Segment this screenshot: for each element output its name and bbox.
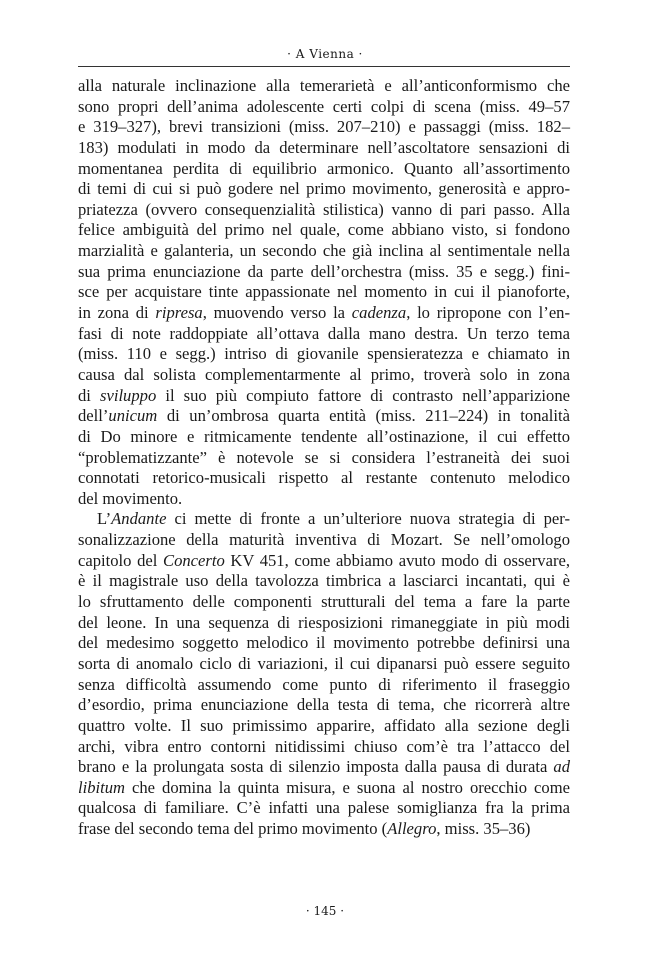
- text-run: (miss. 110 e segg.) intriso di giovanile spensieratezza e chiamato in: [78, 344, 570, 364]
- text-run: senza difficoltà assumendo come punto di riferimento il fraseggio: [78, 674, 570, 694]
- text-line: [78, 386, 570, 407]
- text-line: [78, 427, 570, 448]
- text-line: [78, 778, 570, 799]
- text-run: di temi di cui si può godere nel primo movimento, generosità e appro-: [78, 179, 570, 199]
- running-head: · A Vienna ·: [287, 47, 363, 61]
- text-run: brano e la prolungata sosta di silenzio imposta dalla pausa di durata: [78, 757, 554, 777]
- text-run: sono propri dell’anima adolescente certi colpi di scena (miss. 49–57: [78, 96, 570, 116]
- text-line: [78, 448, 570, 469]
- text-run: priatezza (ovvero consequenzialità stilistica) vanno di pari passo. Alla: [78, 199, 570, 219]
- text-run: ci mette di fronte a un’ulteriore nuova strategia di per-: [166, 509, 570, 529]
- text-run: che domina la quinta misura, e suona al nostro orecchio come: [125, 777, 570, 797]
- text-line: [78, 179, 570, 200]
- text-line: [78, 324, 570, 345]
- text-run: capitolo del: [78, 550, 163, 570]
- text-line: [78, 798, 570, 819]
- text-run: del movimento.: [78, 488, 183, 508]
- text-run: è il magistrale uso della tavolozza timbrica a lasciarci incantati, qui è: [78, 571, 570, 591]
- text-run: , miss. 35–36): [436, 819, 531, 839]
- text-run: L’: [97, 509, 112, 529]
- text-line: [78, 675, 570, 696]
- page-number: · 145 ·: [305, 904, 345, 918]
- paragraph: [78, 76, 570, 509]
- text-run: di: [78, 385, 101, 405]
- text-run: , muovendo verso la: [202, 303, 352, 323]
- text-line: [78, 757, 570, 778]
- text-line: [78, 282, 570, 303]
- text-run: archi, vibra entro contorni nitidissimi chiuso com’è tra l’attacco del: [78, 736, 570, 756]
- text-run: quattro volte. Il suo primissimo apparire, affidato alla sezione degli: [78, 715, 570, 735]
- text-line: [78, 695, 570, 716]
- italic-term: libitum: [78, 777, 126, 797]
- text-line: [78, 138, 570, 159]
- text-run: KV 451, come abbiamo avuto modo di osservare,: [224, 550, 570, 570]
- text-run: del leone. In una sequenza di riesposizioni rimaneggiate in più modi: [78, 612, 570, 632]
- text-run: causa dal solista complementarmente al primo, troverà solo in zona: [78, 364, 570, 384]
- italic-term: cadenza: [351, 303, 407, 323]
- text-line: [78, 76, 570, 97]
- text-line: [78, 551, 570, 572]
- header-rule: [78, 66, 570, 67]
- text-line: [78, 303, 570, 324]
- italic-term: sviluppo: [100, 385, 157, 405]
- text-line: [78, 117, 570, 138]
- text-line: [78, 241, 570, 262]
- text-run: sce per acquistare tinte appassionate nel momento in cui il pianoforte,: [78, 282, 570, 302]
- text-line: [78, 200, 570, 221]
- text-line: [78, 509, 570, 530]
- text-run: frase del secondo tema del primo movimento (: [78, 819, 388, 839]
- text-run: “problematizzante” è notevole se si considera l’estraneità dei suoi: [78, 447, 570, 467]
- text-run: dell’: [78, 406, 109, 426]
- text-line: [78, 716, 570, 737]
- text-run: sonalizzazione della maturità inventiva di Mozart. Se nell’omologo: [78, 530, 570, 550]
- text-line: [78, 468, 570, 489]
- text-run: alla naturale inclinazione alla temerarietà e all’anticonformismo che: [78, 76, 570, 95]
- text-run: d’esordio, prima enunciazione della testa di tema, che ricorrerà altre: [78, 695, 570, 715]
- text-line: [78, 592, 570, 613]
- italic-term: ripresa: [155, 303, 203, 323]
- text-run: in zona di: [78, 303, 156, 323]
- text-line: [78, 654, 570, 675]
- text-line: [78, 819, 570, 840]
- text-run: sorta di anomalo ciclo di variazioni, il cui dipanarsi può essere seguito: [78, 653, 570, 673]
- body-text: [78, 76, 570, 840]
- text-line: [78, 220, 570, 241]
- italic-term: Allegro: [387, 819, 437, 839]
- text-line: [78, 97, 570, 118]
- italic-term: Concerto: [163, 550, 225, 570]
- text-run: di un’ombrosa quarta entità (miss. 211–224) in tonalità: [157, 406, 570, 426]
- text-run: connotati retorico-musicali rispetto al restante contenuto melodico: [78, 468, 570, 488]
- text-line: [78, 571, 570, 592]
- text-run: del medesimo soggetto melodico il movimento potrebbe definirsi una: [78, 633, 570, 653]
- text-run: marzialità e galanteria, un secondo che già inclina al sentimentale nella: [78, 241, 570, 261]
- text-run: il suo più compiuto fattore di contrasto nell’apparizione: [156, 385, 570, 405]
- text-line: [78, 344, 570, 365]
- text-run: , lo ripropone con l’en-: [406, 303, 571, 323]
- italic-term: ad: [553, 757, 570, 777]
- text-run: felice ambiguità del primo nel quale, come abbiano visto, si fondono: [78, 220, 570, 240]
- text-line: [78, 489, 570, 510]
- text-line: [78, 530, 570, 551]
- text-line: [78, 159, 570, 180]
- italic-term: unicum: [108, 406, 158, 426]
- text-run: qualcosa di familiare. C’è infatti una palese somiglianza fra la prima: [78, 798, 570, 818]
- text-line: [78, 365, 570, 386]
- text-run: 183) modulati in modo da determinare nell’ascoltatore sensazioni di: [78, 137, 570, 157]
- text-run: momentanea perdita di equilibrio armonico. Quanto all’assortimento: [78, 158, 570, 178]
- text-line: [78, 633, 570, 654]
- text-line: [78, 406, 570, 427]
- text-line: [78, 613, 570, 634]
- text-run: lo sfruttamento delle componenti strutturali del tema a fare la parte: [78, 592, 570, 612]
- italic-term: Andante: [111, 509, 167, 529]
- text-run: e 319–327), brevi transizioni (miss. 207–210) e passaggi (miss. 182–: [78, 117, 570, 137]
- text-run: sua prima enunciazione da parte dell’orchestra (miss. 35 e segg.) fini-: [78, 261, 570, 281]
- text-run: fasi di note raddoppiate all’ottava dalla mano destra. Un terzo tema: [78, 323, 570, 343]
- text-line: [78, 262, 570, 283]
- paragraph: [78, 509, 570, 839]
- text-run: di Do minore e ritmicamente tendente all’ostinazione, il cui effetto: [78, 426, 570, 446]
- text-line: [78, 737, 570, 758]
